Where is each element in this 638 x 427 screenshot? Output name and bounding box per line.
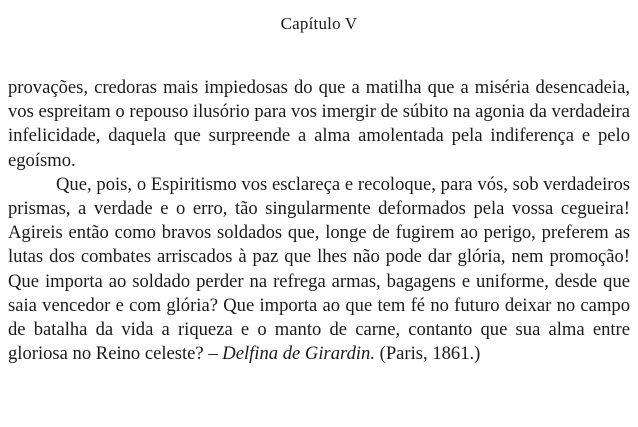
author-signature: Delfina de Girardin. [222,343,375,365]
paragraph-2 [8,173,630,367]
paragraph-2-text: Que, pois, o Espiritismo vos esclareça e recoloque, para vós, sob verdadeiros prismas, a verdade e o erro, tão singularmente deformados pela vossa cegueira! Agireis então como bravos soldados que, longe de fugirem ao perigo, preferem as lutas dos combates arriscados à paz que lhes não pode dar glória, nem promoção! Que importa ao soldado perder na refrega armas, bagagens e uniforme, desde que saia vencedor e com glória? Que importa ao que tem fé no futuro deixar no campo de batalha da vida a riqueza e o manto de carne, contanto que sua alma entre gloriosa no Reino celeste? – [8,173,630,365]
source-note: (Paris, 1861.) [375,343,481,365]
body-text [8,76,630,366]
chapter-running-head: Capítulo V [280,14,358,33]
paragraph-1: provações, credoras mais impiedosas do que a matilha que a miséria desencadeia, vos espreitam o repouso ilusório para vos imergir de súbito na agonia da verdadeira infelicidade, daquela que surpreende a alma amolentada pela indiferença e pelo egoísmo. [8,77,630,171]
